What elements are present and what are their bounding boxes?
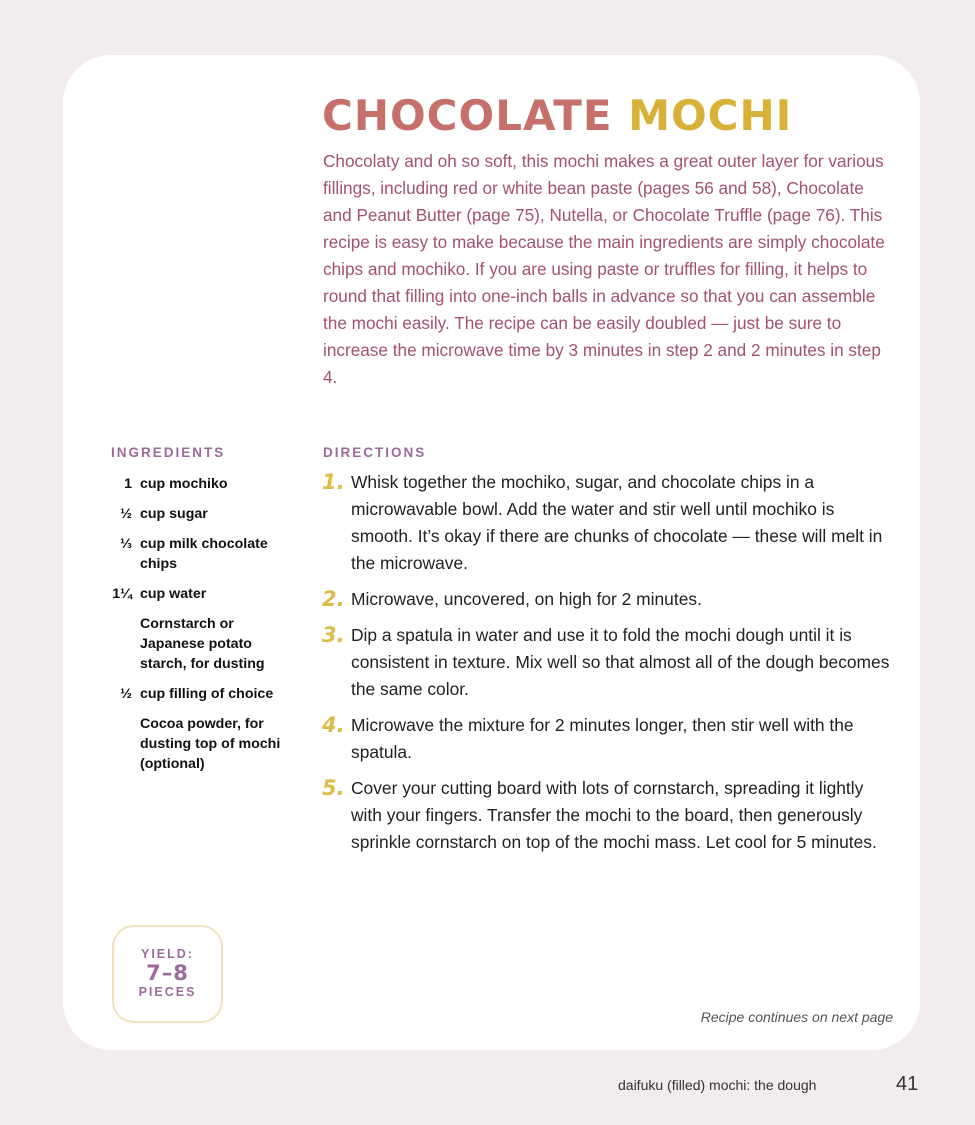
yield-label: YIELD: [141, 947, 194, 961]
direction-step [322, 712, 892, 766]
step-number: 4. [322, 713, 345, 737]
yield-unit: PIECES [138, 985, 197, 999]
title-word-mochi: MOCHI [628, 91, 793, 140]
ingredient-quantity: ½ [120, 506, 132, 522]
ingredient-name: cup filling of choice [140, 686, 274, 702]
ingredient-quantity: 1¼ [112, 586, 132, 602]
ingredient-item [100, 474, 300, 494]
step-text: Dip a spatula in water and use it to fold the mochi dough until it is consistent in texture. Mix well so that almost all of the dough becomes the same color. [351, 625, 890, 699]
step-number: 5. [322, 776, 345, 800]
ingredient-quantity [100, 614, 140, 674]
step-text: Microwave, uncovered, on high for 2 minutes. [351, 589, 702, 609]
ingredient-item [100, 584, 300, 604]
ingredient-item [100, 504, 300, 524]
ingredient-quantity: 1 [124, 476, 132, 492]
step-number: 2. [322, 587, 345, 611]
page-number: 41 [896, 1073, 919, 1095]
step-text: Microwave the mixture for 2 minutes longer, then stir well with the spatula. [351, 715, 854, 762]
ingredients-list [100, 474, 300, 784]
ingredient-name: cup water [140, 586, 207, 602]
yield-value: 7–8 [146, 961, 189, 985]
direction-step [322, 622, 892, 703]
step-number: 1. [322, 470, 345, 494]
yield-badge [112, 925, 223, 1023]
directions-list [322, 469, 892, 865]
ingredient-item [100, 684, 300, 704]
ingredient-name: Cornstarch or Japanese potato starch, for dusting [140, 616, 265, 672]
ingredient-name: cup mochiko [140, 476, 228, 492]
ingredient-quantity: ⅓ [120, 536, 132, 552]
ingredient-item [100, 534, 300, 574]
direction-step [322, 775, 892, 856]
ingredient-name: Cocoa powder, for dusting top of mochi (optional) [140, 716, 281, 772]
direction-step [322, 586, 892, 613]
step-number: 3. [322, 623, 345, 647]
directions-heading: DIRECTIONS [323, 445, 427, 460]
recipe-intro: Chocolaty and oh so soft, this mochi makes a great outer layer for various fillings, including red or white bean paste (pages 56 and 58), Chocolate and Peanut Butter (page 75), Nutella, or Chocolate Truffle (page 76). This recipe is easy to make because the main ingredients are simply chocolate chips and mochiko. If you are using paste or truffles for filling, it helps to round that filling into one-inch balls in advance so that you can assemble the mochi easily. The recipe can be easily doubled — just be sure to increase the microwave time by 3 minutes in step 2 and 2 minutes in step 4. [323, 151, 885, 387]
step-text: Cover your cutting board with lots of cornstarch, spreading it lightly with your fingers. Transfer the mochi to the board, then generously sprinkle cornstarch on top of the mochi mass. Let cool for 5 minutes. [351, 778, 877, 852]
footer-section-title: daifuku (filled) mochi: the dough [618, 1077, 817, 1093]
ingredients-heading: INGREDIENTS [111, 445, 226, 460]
direction-step [322, 469, 892, 577]
title-word-chocolate: CHOCOLATE [322, 91, 613, 140]
recipe-title [322, 92, 792, 140]
ingredient-item [100, 714, 300, 774]
ingredient-quantity [100, 714, 140, 774]
ingredient-name: cup sugar [140, 506, 208, 522]
continues-note: Recipe continues on next page [700, 1009, 893, 1025]
ingredient-item [100, 614, 300, 674]
step-text: Whisk together the mochiko, sugar, and chocolate chips in a microwavable bowl. Add the water and stir well until mochiko is smooth. It’s okay if there are chunks of chocolate — these will melt in the microwave. [351, 472, 883, 573]
ingredient-name: cup milk chocolate chips [140, 536, 268, 572]
ingredient-quantity: ½ [120, 686, 132, 702]
